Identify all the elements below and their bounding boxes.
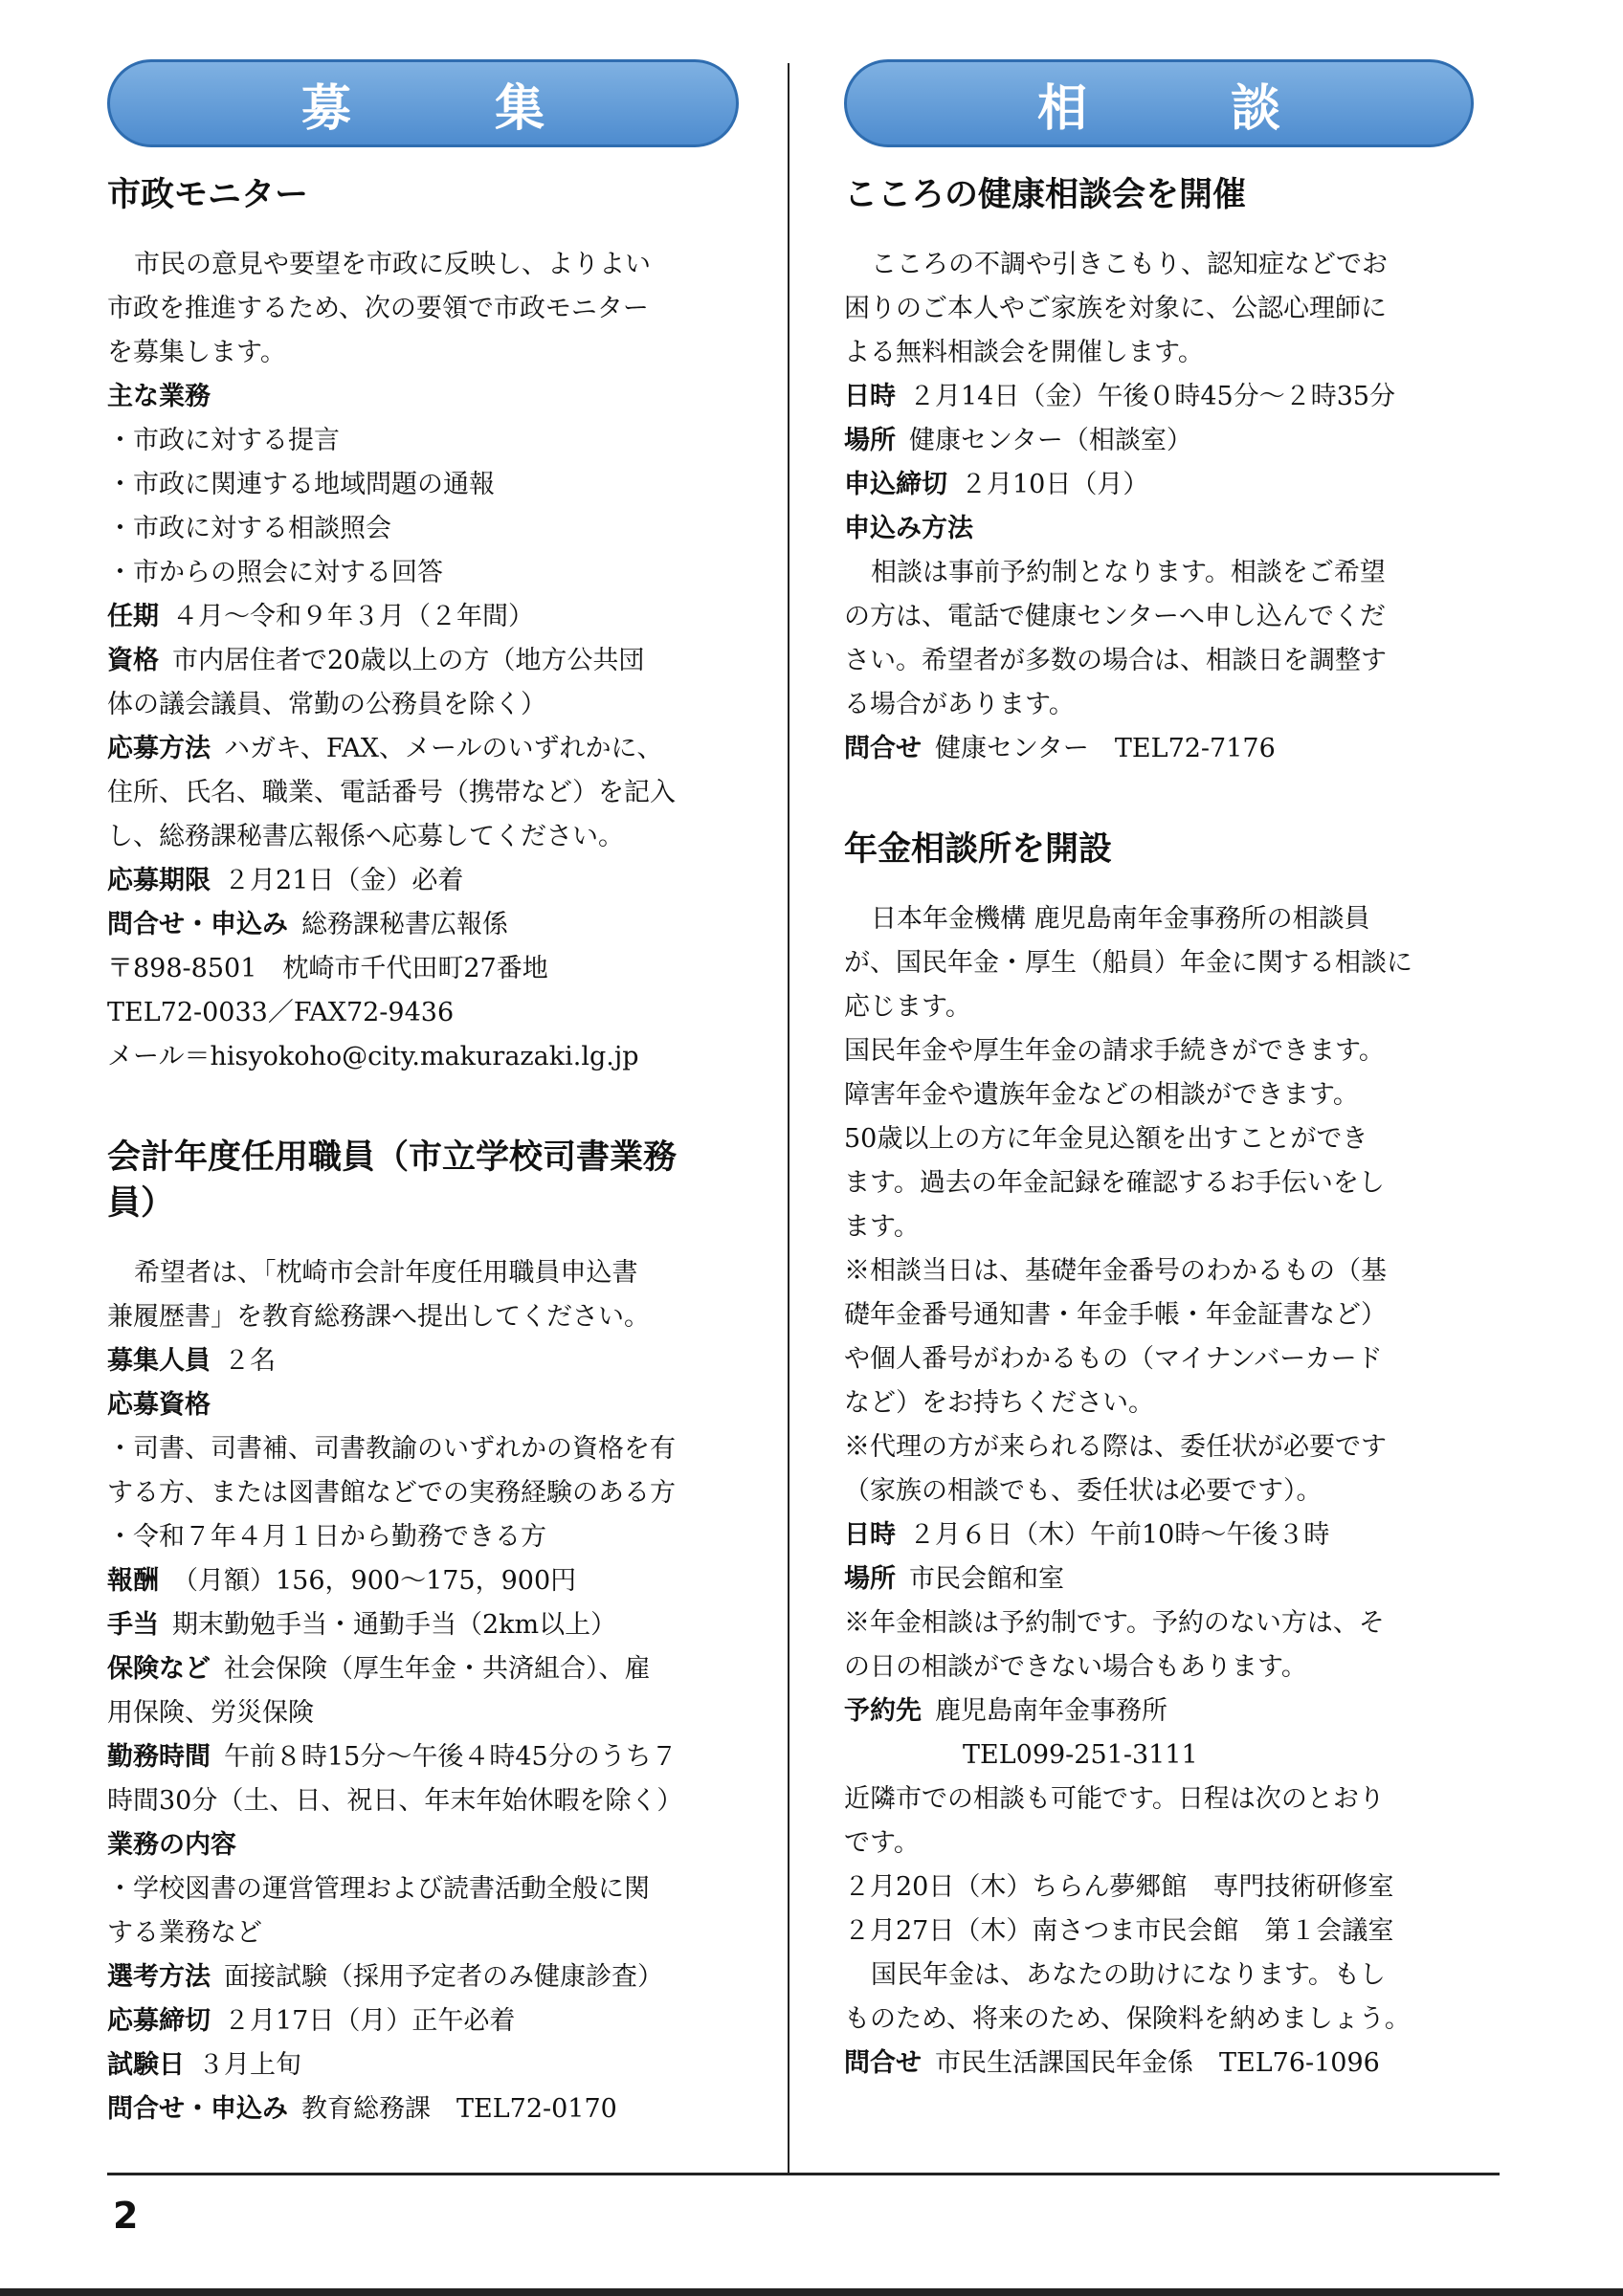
label: 問合せ・申込み [107,910,288,939]
value: 総務課秘書広報係 [301,910,508,939]
list-item: ・市政に対する相談照会 [107,514,391,543]
banner-char-b: 集 [495,79,545,138]
value: 健康センター TEL72-7176 [935,734,1276,763]
value: 時間30分（土、日、祝日、年末年始休暇を除く） [107,1786,683,1816]
info-row [107,1603,748,1647]
label: 予約先 [844,1696,922,1726]
label: 選考方法 [107,1962,211,1992]
bottom-border [0,2288,1623,2296]
section-title: 市政モニター [107,176,309,214]
body-line: 国民年金や厚生年金の請求手続きができます。 [844,1036,1385,1066]
value: 社会保険（厚生年金・共済組合）、雇 [224,1654,651,1684]
label: 報酬 [107,1566,159,1596]
info-row [107,2087,748,2131]
phone: TEL72-0033／FAX72-9436 [107,998,455,1027]
body-line: 相談は事前予約制となります。相談をご希望 [871,558,1386,587]
section-city-monitor [107,172,748,1079]
label: 問合せ・申込み [107,2094,288,2124]
body-line: 市民の意見や要望を市政に反映し、よりよい [134,250,651,279]
phone: TEL099-251-3111 [963,1740,1198,1770]
info-row [107,1647,748,1691]
info-row [107,595,748,639]
right-column [844,59,1485,2141]
banner-char-b: 談 [1231,79,1281,138]
label: 応募方法 [107,734,211,763]
body-line: 国民年金は、あなたの助けになります。もし [871,1960,1386,1990]
body-line: ます。過去の年金記録を確認するお手伝いをし [844,1168,1385,1198]
footer-rule [107,2173,1500,2175]
info-row [844,1557,1485,1601]
label: 応募資格 [107,1390,211,1420]
left-column [107,59,748,2187]
value: 市民会館和室 [909,1564,1064,1594]
value: 体の議会議員、常勤の公務員を除く） [107,690,546,719]
info-row [107,859,748,903]
value: 教育総務課 TEL72-0170 [301,2094,617,2124]
value: 市内居住者で20歳以上の方（地方公共団 [172,646,645,675]
section-pension-consultation [844,827,1485,2086]
label: 場所 [844,426,896,455]
body-line: 困りのご本人やご家族を対象に、公認心理師に [844,294,1387,323]
banner-char-a: 相 [1036,79,1087,138]
value: ２月14日（金）午後０時45分～２時35分 [909,382,1396,411]
value: ２月６日（木）午前10時～午後３時 [909,1520,1330,1550]
body-line: ※代理の方が来られる際は、委任状が必要です [844,1432,1387,1462]
label: 日時 [844,1520,896,1550]
label: 資格 [107,646,159,675]
body-line: 障害年金や遺族年金などの相談ができます。 [844,1080,1359,1110]
info-row [107,1339,748,1383]
body-line: 日本年金機構 鹿児島南年金事務所の相談員 [871,904,1370,934]
body-line: る場合があります。 [844,690,1075,719]
body-line: 希望者は、「枕崎市会計年度任用職員申込書 [134,1258,638,1288]
page-number: 2 [113,2195,139,2237]
body-line: です。 [844,1828,920,1858]
list-item: ・市政に関連する地域問題の通報 [107,470,495,499]
info-row [107,1735,748,1779]
info-row [107,727,748,771]
column-divider [788,63,789,2173]
body-line: 市政を推進するため、次の要領で市政モニター [107,294,649,323]
label: 任期 [107,602,159,631]
body-line: ます。 [844,1212,920,1242]
body-line: 50歳以上の方に年金見込額を出すことができ [844,1124,1368,1154]
label: 場所 [844,1564,896,1594]
banner-char-a: 募 [300,79,351,138]
body-line: の方は、電話で健康センターへ申し込んでくだ [844,602,1386,631]
info-row [107,1559,748,1603]
info-row [107,903,748,947]
value: ２月10日（月） [961,470,1149,499]
info-row [844,727,1485,771]
label: 手当 [107,1610,159,1640]
value: ・令和７年４月１日から勤務できる方 [107,1522,546,1552]
value: ・司書、司書補、司書教諭のいずれかの資格を有 [107,1434,676,1464]
value: 午前８時15分～午後４時45分のうち７ [224,1742,678,1772]
body-line: 兼履歴書」を教育総務課へ提出してください。 [107,1302,650,1332]
consultation-banner [844,59,1474,147]
body-line: 応じます。 [844,992,971,1022]
value: 住所、氏名、職業、電話番号（携帯など）を記入 [107,778,676,807]
value: 鹿児島南年金事務所 [935,1696,1167,1726]
value: 面接試験（採用予定者のみ健康診査） [224,1962,663,1992]
info-row [107,2043,748,2087]
value: 用保険、労災保険 [107,1698,314,1728]
section-title: 年金相談所を開設 [844,830,1113,869]
section-title: 会計年度任用職員（市立学校司書業務 員） [107,1138,678,1223]
schedule-item: ２月20日（木）ちらん夢郷館 専門技術研修室 [844,1872,1394,1902]
label: 申込み方法 [844,514,973,543]
body-line: 近隣市での相談も可能です。日程は次のとおり [844,1784,1385,1814]
value: ハガキ、FAX、メールのいずれかに、 [224,734,663,763]
value: （月額）156，900～175，900円 [172,1566,577,1596]
value: ２名 [224,1346,276,1376]
value: 市民生活課国民年金係 TEL76-1096 [935,2048,1380,2078]
label: 勤務時間 [107,1742,211,1772]
value: 期末勤勉手当・通勤手当（2km以上） [172,1610,617,1640]
address: 〒898-8501 枕崎市千代田町27番地 [107,954,548,983]
list-item: ・市からの照会に対する回答 [107,558,443,587]
body-line: ものため、将来のため、保険料を納めましょう。 [844,2004,1411,2034]
label: 応募締切 [107,2006,211,2036]
info-row [107,1999,748,2043]
body-line: さい。希望者が多数の場合は、相談日を調整す [844,646,1387,675]
info-row [107,639,748,683]
label: 主な業務 [107,382,211,411]
label: 業務の内容 [107,1830,236,1860]
value: ２月21日（金）必着 [224,866,464,895]
body-line: 礎年金番号通知書・年金手帳・年金証書など） [844,1300,1387,1330]
info-row [844,419,1485,463]
value: する業務など [107,1918,262,1948]
body-line: や個人番号がわかるもの（マイナンバーカード [844,1344,1383,1374]
value: ４月～令和９年３月（２年間） [172,602,534,631]
body-line: など）をお持ちください。 [844,1388,1154,1418]
schedule-item: ２月27日（木）南さつま市民会館 第１会議室 [844,1916,1394,1946]
section-title: こころの健康相談会を開催 [844,176,1247,214]
section-mental-health [844,172,1485,771]
body-line: よる無料相談会を開催します。 [844,338,1204,367]
info-row [844,375,1485,419]
body-line: が、国民年金・厚生（船員）年金に関する相談に [844,948,1412,978]
body-line: ※年金相談は予約制です。予約のない方は、そ [844,1608,1385,1638]
value: ２月17日（月）正午必着 [224,2006,516,2036]
body-line: の日の相談ができない場合もあります。 [844,1652,1307,1682]
value: する方、または図書館などでの実務経験のある方 [107,1478,676,1508]
label: 試験日 [107,2050,185,2080]
label: 応募期限 [107,866,211,895]
email: メール＝hisyokoho@city.makurazaki.lg.jp [107,1042,639,1071]
label: 問合せ [844,2048,922,2078]
list-item: ・市政に対する提言 [107,426,340,455]
label: 問合せ [844,734,922,763]
info-row [107,1955,748,1999]
info-row [844,463,1485,507]
info-row [844,2042,1485,2086]
label: 保険など [107,1654,211,1684]
value: 健康センター（相談室） [909,426,1192,455]
body-line: （家族の相談でも、委任状は必要です）。 [844,1476,1323,1506]
body-line: こころの不調や引きこもり、認知症などでお [871,250,1388,279]
body-line: を募集します。 [107,338,286,367]
value: ・学校図書の運営管理および読書活動全般に関 [107,1874,650,1904]
section-school-librarian [107,1135,748,2131]
label: 日時 [844,382,896,411]
info-row [844,1689,1485,1733]
value: ３月上旬 [198,2050,301,2080]
body-line: ※相談当日は、基礎年金番号のわかるもの（基 [844,1256,1387,1286]
label: 募集人員 [107,1346,211,1376]
recruitment-banner [107,59,739,147]
value: し、総務課秘書広報係へ応募してください。 [107,822,624,851]
label: 申込締切 [844,470,947,499]
info-row [844,1513,1485,1557]
